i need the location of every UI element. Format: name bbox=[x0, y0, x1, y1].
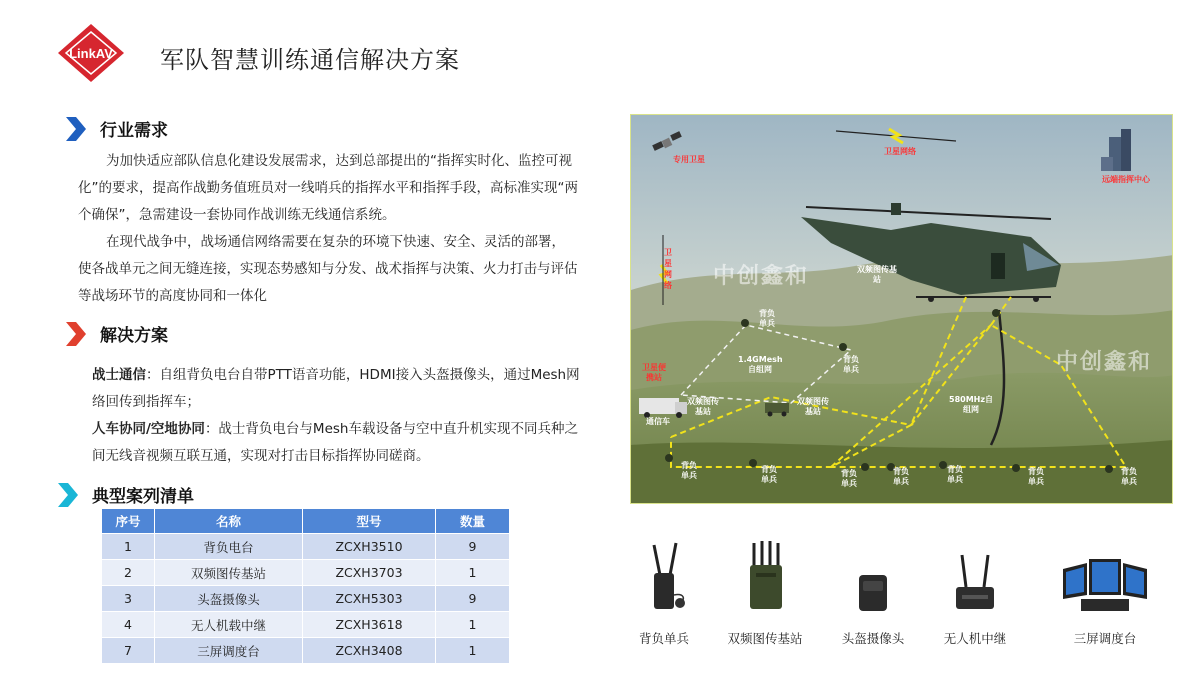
section-demand-title: 行业需求 bbox=[100, 121, 168, 141]
label-soldier-1: 背负单兵 bbox=[681, 461, 697, 480]
table-row bbox=[102, 534, 510, 560]
label-soldier-2: 背负单兵 bbox=[761, 465, 777, 484]
device-manpack-label: 背负单兵 bbox=[638, 631, 689, 646]
section-demand-heading bbox=[64, 116, 168, 141]
solution-item-2-text: ：战士背负电台与Mesh车载设备与空中直升机实现不同兵种之间无线音视频互联互通，实现对打击目标指挥协同磋商。 bbox=[92, 421, 578, 464]
cell-name: 背负电台 bbox=[155, 534, 303, 560]
device-triple-screen-label: 三屏调度台 bbox=[1073, 631, 1137, 646]
table-row bbox=[102, 560, 510, 586]
device-helmet-camera bbox=[828, 535, 918, 647]
uav-relay-icon bbox=[950, 551, 1000, 615]
section-cases-title: 典型案列清单 bbox=[92, 487, 194, 507]
label-satnet: 卫星网络 bbox=[884, 147, 916, 156]
chevron-right-icon bbox=[56, 483, 78, 507]
cases-table-wrap bbox=[101, 508, 510, 664]
label-base-1: 双频图传基站 bbox=[687, 397, 719, 416]
demand-text bbox=[78, 148, 578, 310]
label-soldier-5: 背负单兵 bbox=[947, 465, 963, 484]
table-row bbox=[102, 586, 510, 612]
cell-qty: 1 bbox=[436, 612, 510, 638]
label-soldier-7: 背负单兵 bbox=[1121, 467, 1137, 486]
label-soldier-3: 背负单兵 bbox=[841, 469, 857, 488]
watermark-1: 中创鑫和 bbox=[713, 264, 810, 289]
label-remote-center: 远端指挥中心 bbox=[1102, 175, 1150, 184]
section-solution-heading bbox=[64, 321, 168, 346]
cell-model: ZCXH3618 bbox=[303, 612, 436, 638]
cell-qty: 1 bbox=[436, 638, 510, 664]
label-base-2: 双频图传基站 bbox=[797, 397, 829, 416]
table-row bbox=[102, 638, 510, 664]
chevron-right-icon bbox=[64, 322, 86, 346]
chevron-right-icon bbox=[64, 117, 86, 141]
network-scene bbox=[630, 114, 1173, 504]
solution-item-1 bbox=[92, 362, 580, 416]
section-solution-title: 解决方案 bbox=[100, 326, 168, 346]
col-header-qty: 数量 bbox=[436, 509, 510, 534]
table-row bbox=[102, 612, 510, 638]
device-manpack bbox=[619, 535, 709, 647]
cell-model: ZCXH3510 bbox=[303, 534, 436, 560]
cell-model: ZCXH5303 bbox=[303, 586, 436, 612]
cell-qty: 9 bbox=[436, 586, 510, 612]
label-soldier-6: 背负单兵 bbox=[1028, 467, 1044, 486]
label-soldier-right: 背负单兵 bbox=[843, 355, 859, 374]
base-station-icon bbox=[740, 541, 790, 615]
cell-model: ZCXH3703 bbox=[303, 560, 436, 586]
device-triple-screen bbox=[1060, 535, 1150, 647]
solution-item-2 bbox=[92, 416, 580, 470]
col-header-model: 型号 bbox=[303, 509, 436, 534]
device-dual-band-base-label: 双频图传基站 bbox=[727, 631, 803, 646]
label-soldier-top: 背负单兵 bbox=[759, 309, 775, 328]
demand-paragraph-2: 在现代战争中，战场通信网络需要在复杂的环境下快速、安全、灵活的部署，使各战单元之间无缝连接，实现态势感知与分发、战术指挥与决策、火力打击与评估等战场环节的高度协同和一体化 bbox=[78, 234, 578, 304]
device-helmet-camera-label: 头盔摄像头 bbox=[841, 631, 905, 646]
manpack-radio-icon bbox=[636, 541, 692, 615]
label-sat-station: 卫星便携站 bbox=[642, 363, 666, 382]
label-sat: 专用卫星 bbox=[673, 155, 705, 164]
solution-item-1-label: 战士通信 bbox=[92, 367, 146, 383]
cell-index: 7 bbox=[102, 638, 155, 664]
col-header-name: 名称 bbox=[155, 509, 303, 534]
logo-text: LinkAV bbox=[69, 46, 113, 61]
cell-name: 无人机载中继 bbox=[155, 612, 303, 638]
cell-index: 1 bbox=[102, 534, 155, 560]
label-satnet-vertical: 卫星网络 bbox=[664, 248, 672, 290]
cell-model: ZCXH3408 bbox=[303, 638, 436, 664]
label-heli-base: 双频图传基站 bbox=[857, 265, 897, 284]
solution-item-2-label: 人车协同/空地协同 bbox=[92, 421, 205, 437]
label-mesh-14g: 1.4GMesh自组网 bbox=[738, 355, 783, 374]
cell-qty: 1 bbox=[436, 560, 510, 586]
cases-table bbox=[101, 508, 510, 664]
cell-index: 2 bbox=[102, 560, 155, 586]
device-dual-band-base bbox=[720, 535, 810, 647]
cell-index: 4 bbox=[102, 612, 155, 638]
device-uav-relay-label: 无人机中继 bbox=[943, 631, 1007, 646]
cell-index: 3 bbox=[102, 586, 155, 612]
cell-name: 头盔摄像头 bbox=[155, 586, 303, 612]
solution-item-1-text: ：自组背负电台自带PTT语音功能，HDMI接入头盔摄像头，通过Mesh网络回传到指挥车； bbox=[92, 367, 580, 410]
helmet-camera-icon bbox=[853, 571, 893, 615]
label-command-car: 通信车 bbox=[646, 417, 670, 426]
table-header-row bbox=[102, 509, 510, 534]
section-cases-heading bbox=[56, 482, 194, 507]
scene-background bbox=[631, 115, 1173, 504]
page-title: 军队智慧训练通信解决方案 bbox=[160, 46, 460, 74]
demand-paragraph-1: 为加快适应部队信息化建设发展需求，达到总部提出的“指挥实时化、监控可视化”的要求，提高作战勤务值班员对一线哨兵的指挥水平和指挥手段，高标准实现“两个确保”，急需建设一套协同作战训练无线通信系统。 bbox=[78, 153, 578, 223]
triple-screen-console-icon bbox=[1061, 555, 1149, 615]
cell-name: 双频图传基站 bbox=[155, 560, 303, 586]
cell-name: 三屏调度台 bbox=[155, 638, 303, 664]
device-uav-relay bbox=[930, 535, 1020, 647]
watermark-2: 中创鑫和 bbox=[1056, 350, 1153, 375]
linkav-logo bbox=[56, 22, 126, 84]
cell-qty: 9 bbox=[436, 534, 510, 560]
label-mesh-580: 580MHz自组网 bbox=[949, 395, 994, 414]
solution-text bbox=[92, 362, 580, 470]
col-header-index: 序号 bbox=[102, 509, 155, 534]
label-soldier-4: 背负单兵 bbox=[893, 467, 909, 486]
